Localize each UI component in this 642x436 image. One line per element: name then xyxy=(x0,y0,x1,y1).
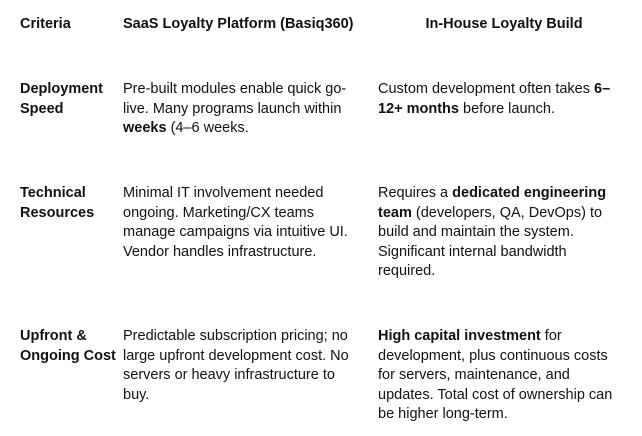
saas-text-post: (4–6 weeks. xyxy=(166,120,249,136)
inhouse-text-post: for development, plus continuous costs for servers, maintenance, and updates. Total cost of ownership can be higher long-term. xyxy=(378,328,613,422)
inhouse-text-pre: Custom development often takes xyxy=(378,81,595,97)
inhouse-cell xyxy=(378,80,622,119)
row-label: Technical Resources xyxy=(20,185,95,221)
saas-cell: Minimal IT involvement needed ongoing. Marketing/CX teams manage campaigns via intuitive UI. Vendor handles infrastructure. xyxy=(123,185,348,260)
header-saas: SaaS Loyalty Platform (Basiq360) xyxy=(123,16,354,32)
inhouse-text-post: before launch. xyxy=(458,100,555,117)
inhouse-text-bold: dedicated engineering team xyxy=(378,185,607,221)
inhouse-text-pre: Requires a xyxy=(378,185,453,201)
row-label: Upfront & Ongoing Cost xyxy=(20,328,116,364)
inhouse-cell xyxy=(378,184,622,282)
inhouse-text-bold: High capital investment xyxy=(378,328,541,344)
inhouse-text-post: (developers, QA, DevOps) to build and maintain the system. Significant internal bandwidth required. xyxy=(378,204,603,279)
inhouse-cell xyxy=(378,327,622,425)
row-label: Deployment Speed xyxy=(20,81,103,117)
saas-cell: Predictable subscription pricing; no large upfront development cost. No servers or heavy infrastructure to buy. xyxy=(123,328,349,403)
header-inhouse: In-House Loyalty Build xyxy=(425,16,583,32)
saas-cell xyxy=(123,80,365,139)
inhouse-text-bold: 6–12+ months xyxy=(378,81,611,117)
saas-text-pre: Pre-built modules enable quick go-live. Many programs launch within xyxy=(123,81,347,117)
saas-text-bold: weeks xyxy=(123,120,167,136)
header-criteria: Criteria xyxy=(20,16,71,32)
